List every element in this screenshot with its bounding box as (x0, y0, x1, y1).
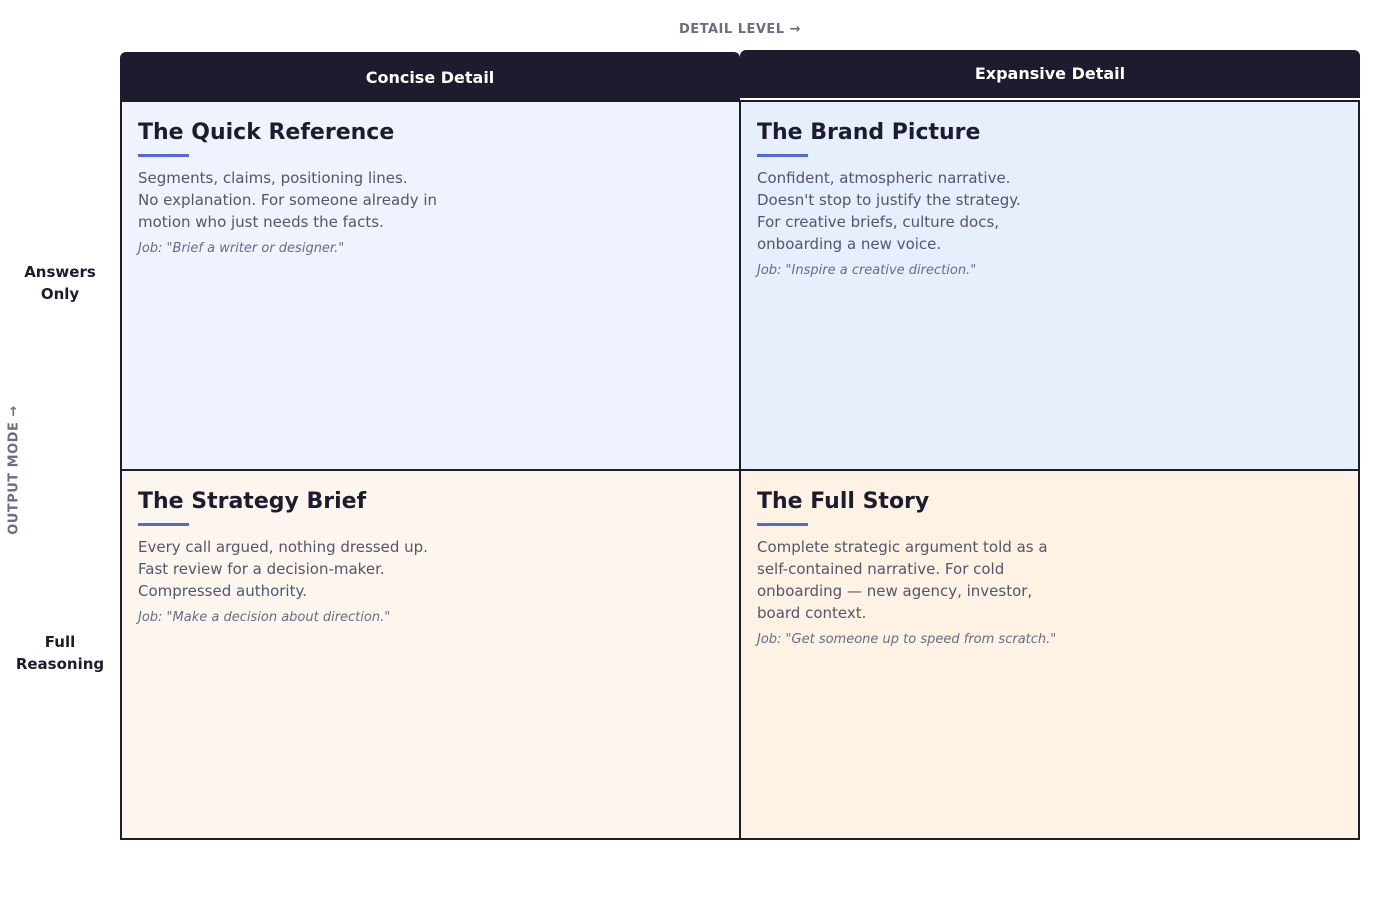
quadrant-job: Job: "Make a decision about direction." (138, 610, 391, 625)
description-line: self-contained narrative. For cold (757, 560, 1005, 578)
description-line: Every call argued, nothing dressed up. (138, 538, 428, 556)
quadrant-title: The Quick Reference (138, 120, 395, 145)
quadrant-description (138, 167, 473, 233)
quadrant-description (138, 536, 473, 602)
description-line: onboarding a new voice. (757, 235, 942, 253)
quadrant-description (757, 167, 1092, 255)
y-axis-label: OUTPUT MODE → (6, 405, 22, 535)
row-label-answers-only (8, 261, 112, 305)
description-line: Fast review for a decision-maker. (138, 560, 385, 578)
column-header-expansive: Expansive Detail (740, 50, 1360, 98)
title-underline (138, 154, 189, 157)
row-label-line: Only (40, 285, 80, 303)
quadrant-grid (120, 100, 1360, 840)
quadrant-job: Job: "Get someone up to speed from scratch." (757, 632, 1057, 647)
quadrant-brand-picture (741, 102, 1358, 471)
description-line: Segments, claims, positioning lines. (138, 169, 408, 187)
description-line: motion who just needs the facts. (138, 213, 384, 231)
description-line: No explanation. For someone already in (138, 191, 438, 209)
description-line: Confident, atmospheric narrative. (757, 169, 1011, 187)
quadrant-job: Job: "Inspire a creative direction." (757, 263, 977, 278)
title-underline (757, 523, 808, 526)
description-line: onboarding — new agency, investor, (757, 582, 1033, 600)
description-line: board context. (757, 604, 867, 622)
quadrant-title: The Full Story (757, 489, 930, 514)
title-underline (757, 154, 808, 157)
row-label-full-reasoning (8, 631, 112, 675)
quadrant-quick-reference (122, 102, 741, 471)
description-line: Compressed authority. (138, 582, 307, 600)
row-label-line: Reasoning (15, 655, 105, 673)
description-line: For creative briefs, culture docs, (757, 213, 1000, 231)
quadrant-description (757, 536, 1092, 624)
row-label-line: Full (44, 633, 76, 651)
quadrant-full-story (741, 471, 1358, 838)
description-line: Complete strategic argument told as a (757, 538, 1048, 556)
row-label-line: Answers (24, 263, 96, 281)
x-axis-label: DETAIL LEVEL → (678, 22, 802, 37)
quadrant-job: Job: "Brief a writer or designer." (138, 241, 345, 256)
column-header-concise: Concise Detail (120, 52, 740, 100)
quadrant-strategy-brief (122, 471, 741, 838)
quadrant-title: The Strategy Brief (138, 489, 367, 514)
title-underline (138, 523, 189, 526)
description-line: Doesn't stop to justify the strategy. (757, 191, 1021, 209)
quadrant-title: The Brand Picture (757, 120, 981, 145)
